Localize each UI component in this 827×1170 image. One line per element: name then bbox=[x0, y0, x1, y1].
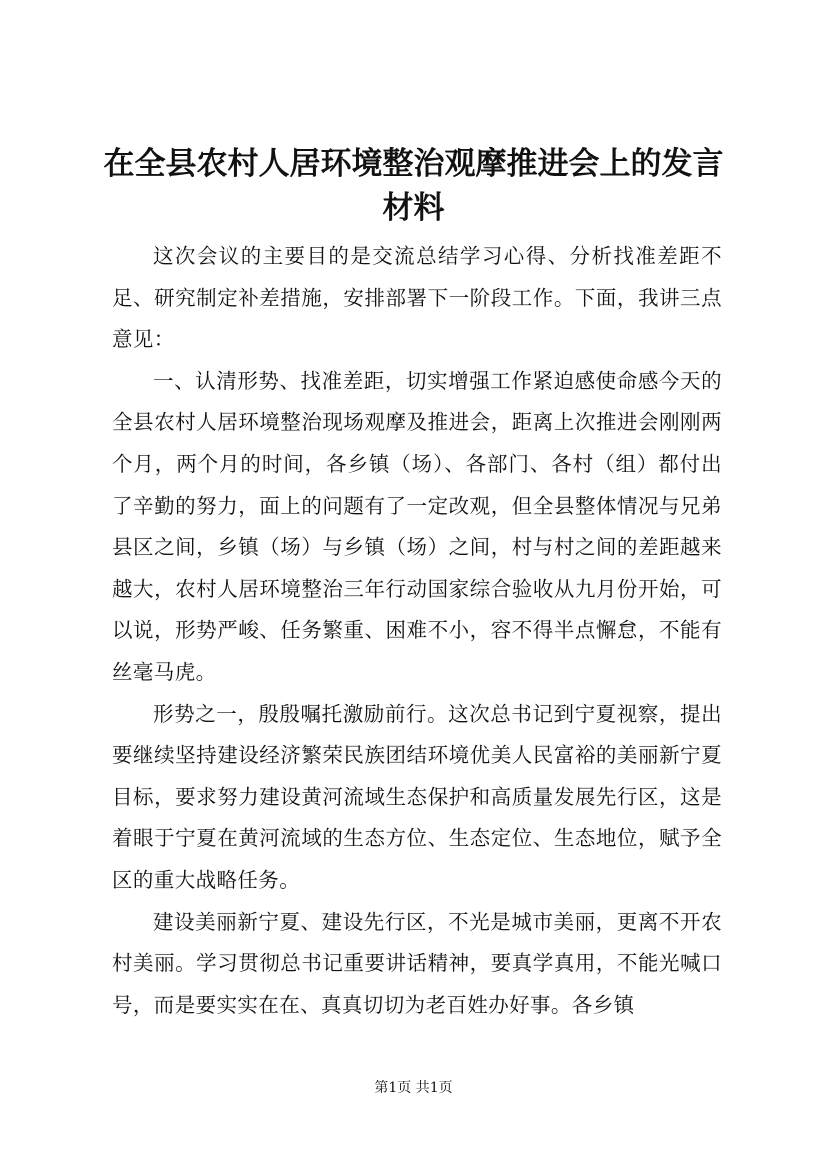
paragraph-situation-one: 形势之一，殷殷嘱托激励前行。这次总书记到宁夏视察，提出要继续坚持建设经济繁荣民族团结环境优美人民富裕的美丽新宁夏目标，要求努力建设黄河流域生态保护和高质量发展先行区，这是着眼于宁夏在黄河流域的生态方位、生态定位、生态地位，赋予全区的重大战略任务。 bbox=[112, 701, 722, 892]
page-footer: 第1页 共1页 bbox=[374, 1080, 453, 1096]
document-title: 在全县农村人居环境整治观摩推进会上的发言材料 bbox=[103, 146, 724, 226]
paragraph-section-one: 一、认清形势、找准差距，切实增强工作紧迫感使命感今天的全县农村人居环境整治现场观摩及推进会，距离上次推进会刚刚两个月，两个月的时间，各乡镇（场）、各部门、各村（组）都付出了辛勤的努力，面上的问题有了一定改观，但全县整体情况与兄弟县区之间，乡镇（场）与乡镇（场）之间，村与村之间的差距越来越大，农村人居环境整治三年行动国家综合验收从九月份开始，可以说，形势严峻、任务繁重、困难不小，容不得半点懈怠，不能有丝毫马虎。 bbox=[112, 368, 722, 684]
document-body bbox=[112, 236, 722, 1026]
paragraph-beautiful-ningxia: 建设美丽新宁夏、建设先行区，不光是城市美丽，更离不开农村美丽。学习贯彻总书记重要讲话精神，要真学真用，不能光喊口号，而是要实实在在、真真切切为老百姓办好事。各乡镇 bbox=[112, 909, 722, 1017]
paragraph-intro: 这次会议的主要目的是交流总结学习心得、分析找准差距不足、研究制定补差措施，安排部署下一阶段工作。下面，我讲三点意见： bbox=[112, 244, 722, 352]
